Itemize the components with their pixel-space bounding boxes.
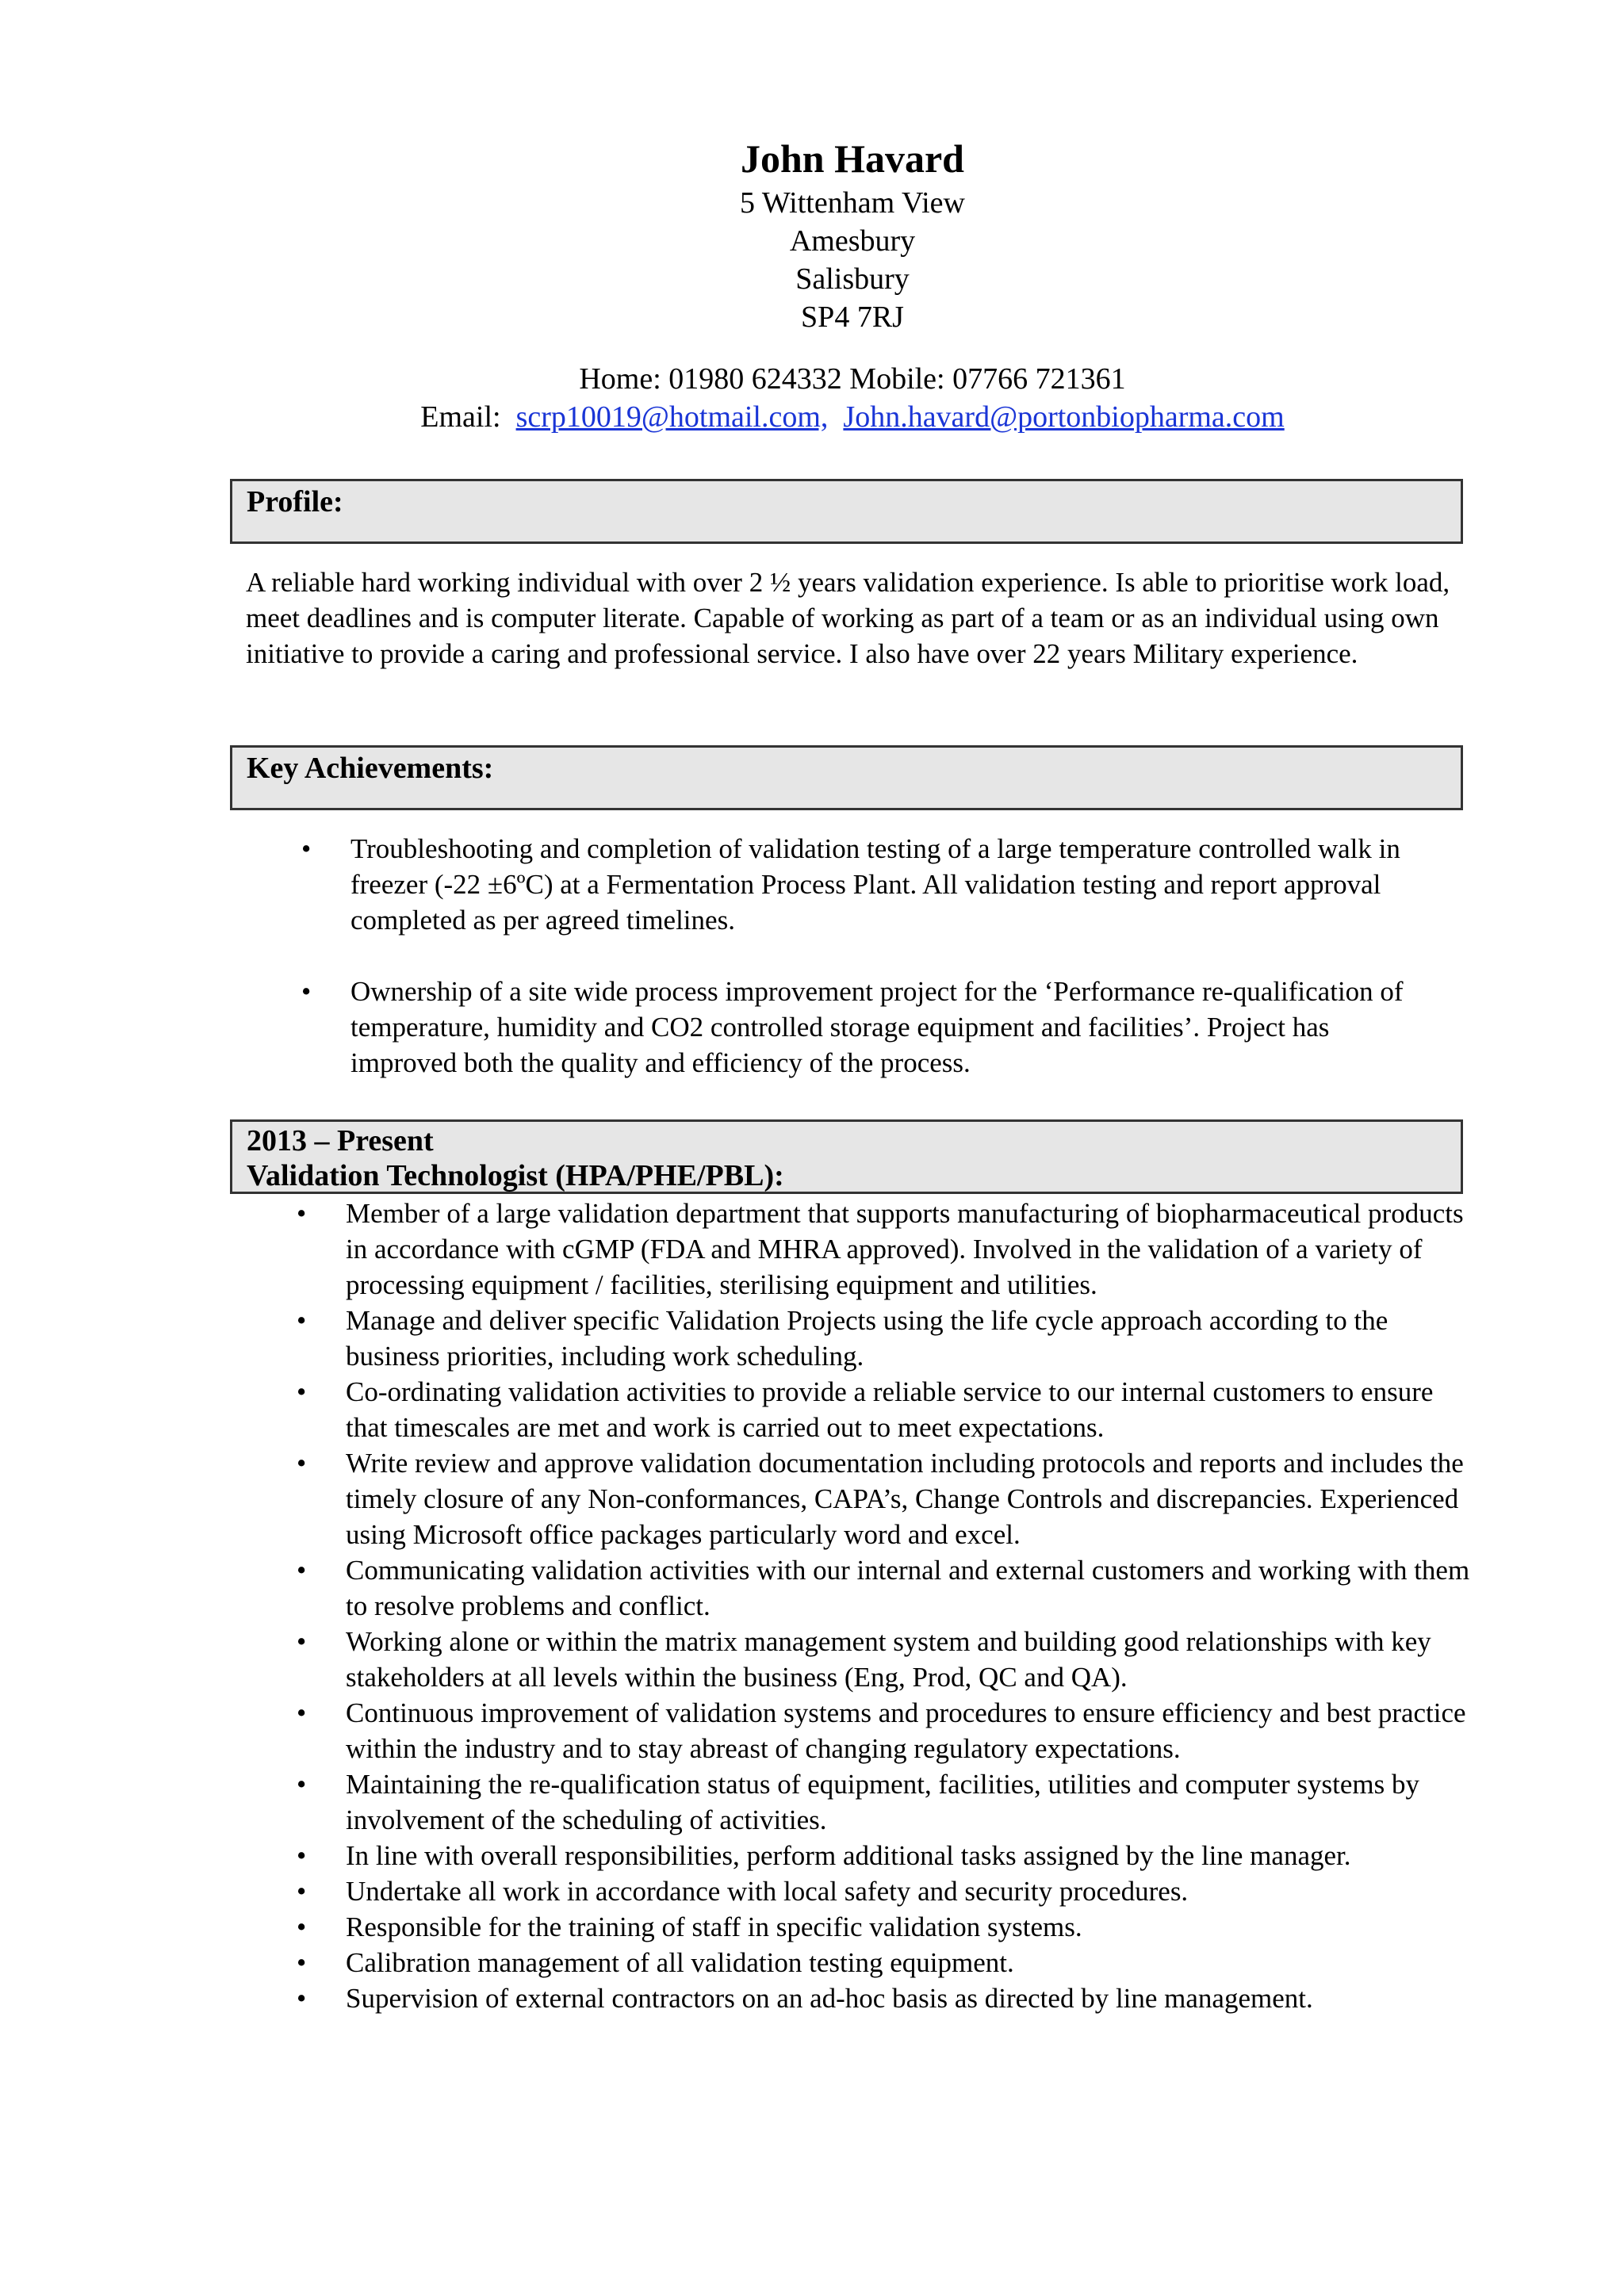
list-item: • Write review and approve validation documentation including protocols and reports and includes the timely closure of any Non-conformances, CAPA’s, Change Controls and discrepancies. Experienced using Microsoft office packages particularly word and excel. xyxy=(346,1445,1472,1552)
list-item: • Calibration management of all validation testing equipment. xyxy=(346,1945,1472,1980)
email-link-2[interactable]: John.havard@portonbiopharma.com xyxy=(843,400,1285,434)
list-item: • Undertake all work in accordance with local safety and security procedures. xyxy=(346,1873,1472,1909)
job-duties-list xyxy=(297,1196,1472,2016)
bullet-icon: • xyxy=(297,1947,307,1978)
email-label: Email: xyxy=(420,400,501,434)
list-item: • Ownership of a site wide process improvement project for the ‘Performance re-qualification of temperature, humidity and CO2 controlled storage equipment and facilities’. Project has improved both the quality and efficiency of the process. xyxy=(350,974,1413,1081)
list-item: • Maintaining the re-qualification status of equipment, facilities, utilities and computer systems by involvement of the scheduling of activities. xyxy=(346,1766,1472,1838)
bullet-icon: • xyxy=(297,1911,307,1942)
email-link-1[interactable]: scrp10019@hotmail.com, xyxy=(515,400,829,434)
list-item: • Working alone or within the matrix management system and building good relationships with key stakeholders at all levels within the business (Eng, Prod, QC and QA). xyxy=(346,1624,1472,1695)
list-item: • Continuous improvement of validation systems and procedures to ensure efficiency and best practice within the industry and to stay abreast of changing regulatory expectations. xyxy=(346,1695,1472,1766)
email-line xyxy=(0,398,1624,436)
cv-header xyxy=(0,133,1624,436)
profile-text: A reliable hard working individual with over 2 ½ years validation experience. Is able to prioritise work load, meet deadlines and is computer literate. Capable of working as part of a team or as an individual using own initiative to provide a caring and professional service. I also have over 22 years Military experience. xyxy=(246,567,1450,669)
list-item: • In line with overall responsibilities, perform additional tasks assigned by the line manager. xyxy=(346,1838,1472,1873)
list-item: • Co-ordinating validation activities to provide a reliable service to our internal customers to ensure that timescales are met and work is carried out to meet expectations. xyxy=(346,1374,1472,1445)
bullet-icon: • xyxy=(301,976,312,1007)
achievements-heading: Key Achievements: xyxy=(247,752,494,785)
list-item: • Manage and deliver specific Validation Projects using the life cycle approach according to the business priorities, including work scheduling. xyxy=(346,1303,1472,1374)
list-item: • Troubleshooting and completion of validation testing of a large temperature controlled walk in freezer (-22 ±6ºC) at a Fermentation Process Plant. All validation testing and report approval completed as per agreed timelines. xyxy=(350,831,1413,938)
bullet-icon: • xyxy=(297,1626,307,1657)
bullet-icon: • xyxy=(297,1555,307,1586)
profile-heading: Profile: xyxy=(247,485,343,519)
address-line-2: Amesbury xyxy=(789,224,916,258)
profile-heading-box xyxy=(230,479,1463,544)
bullet-icon: • xyxy=(297,1769,307,1800)
postcode: SP4 7RJ xyxy=(801,300,904,334)
bullet-icon: • xyxy=(297,1840,307,1871)
job-period: 2013 – Present xyxy=(247,1124,434,1158)
list-item: • Responsible for the training of staff in specific validation systems. xyxy=(346,1909,1472,1945)
list-item: • Member of a large validation department that supports manufacturing of biopharmaceutical products in accordance with cGMP (FDA and MHRA approved). Involved in the validation of a variety of processing equipment / facilities, sterilising equipment and utilities. xyxy=(346,1196,1472,1303)
bullet-icon: • xyxy=(297,1305,307,1336)
bullet-icon: • xyxy=(297,1448,307,1479)
achievements-heading-box xyxy=(230,745,1463,810)
bullet-icon: • xyxy=(297,1983,307,2014)
list-item: • Communicating validation activities with our internal and external customers and working with them to resolve problems and conflict. xyxy=(346,1552,1472,1624)
candidate-name: John Havard xyxy=(740,136,964,181)
address-line-1: 5 Wittenham View xyxy=(740,186,965,220)
bullet-icon: • xyxy=(301,833,312,864)
bullet-icon: • xyxy=(297,1876,307,1907)
bullet-icon: • xyxy=(297,1376,307,1407)
phone-numbers: Home: 01980 624332 Mobile: 07766 721361 xyxy=(579,362,1126,396)
job-heading-box xyxy=(230,1119,1463,1194)
bullet-icon: • xyxy=(297,1198,307,1229)
achievements-list xyxy=(301,831,1413,1116)
list-item: • Supervision of external contractors on an ad-hoc basis as directed by line management. xyxy=(346,1980,1472,2016)
address-line-3: Salisbury xyxy=(795,262,910,296)
bullet-icon: • xyxy=(297,1697,307,1728)
job-title: Validation Technologist (HPA/PHE/PBL): xyxy=(247,1159,784,1192)
